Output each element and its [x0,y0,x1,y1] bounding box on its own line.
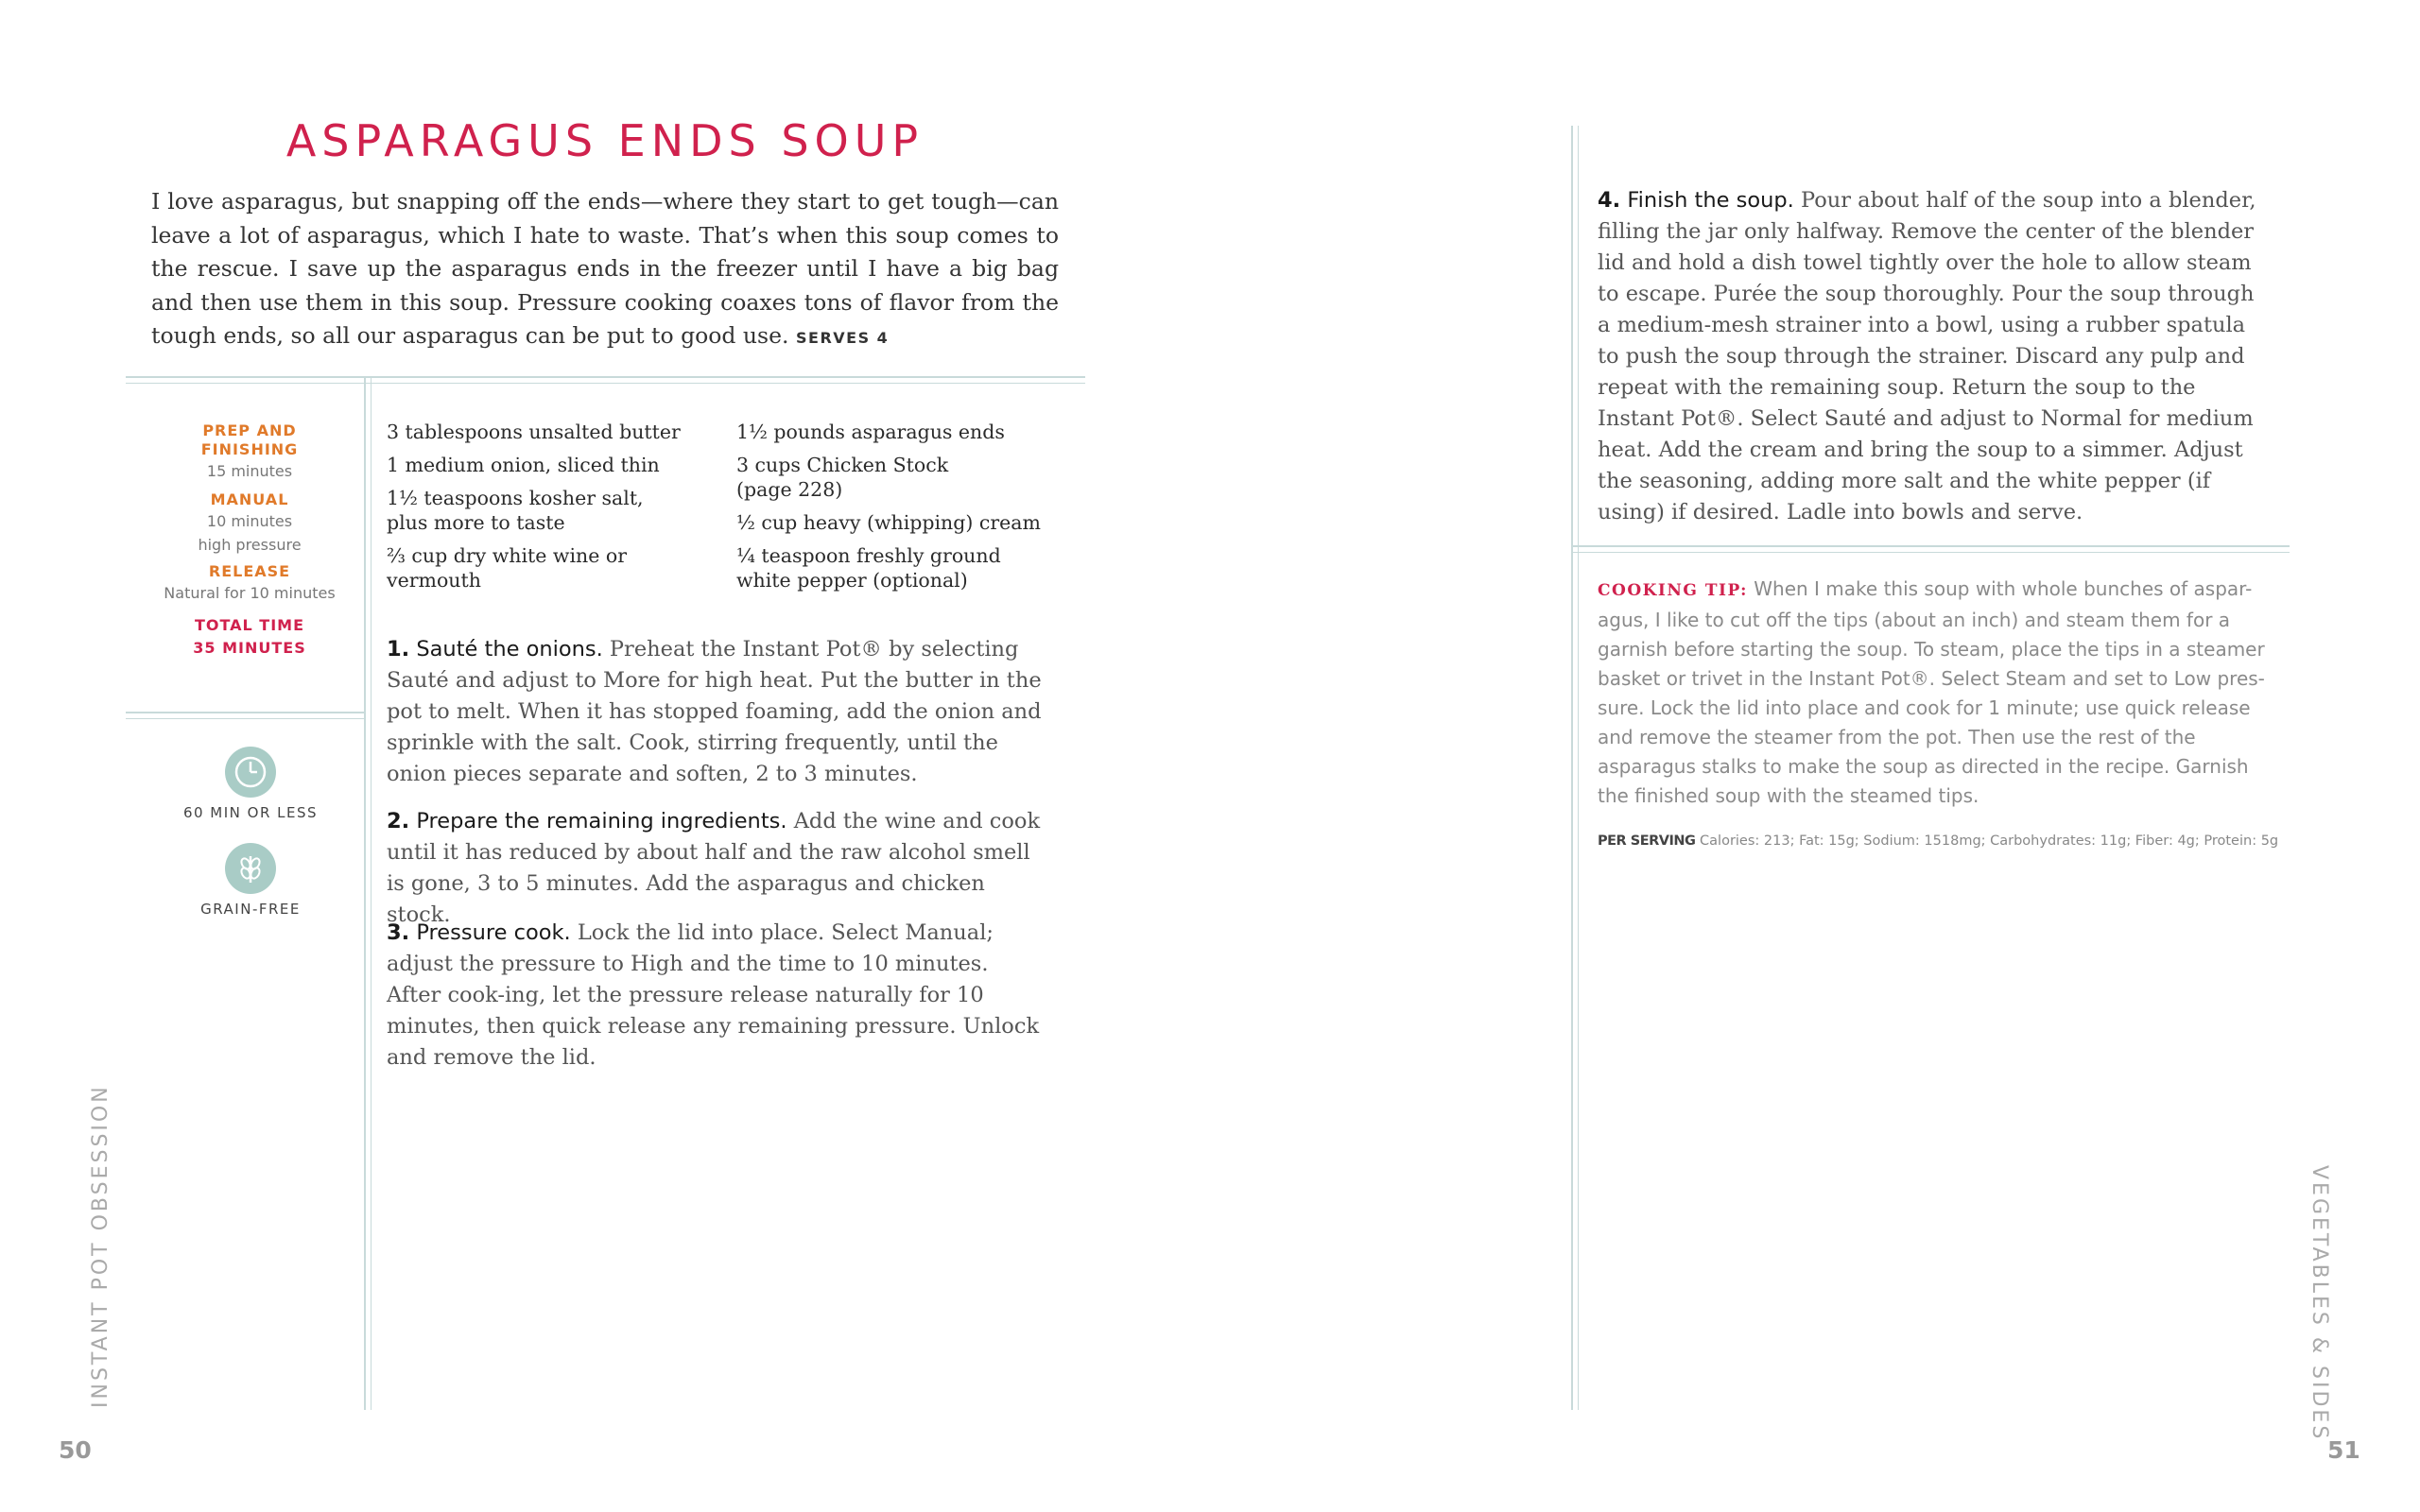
step-text: Preheat the Instant Pot® by selecting Sauté and adjust to More for high heat. Put the butter in the pot to melt. When it has stopped foaming, add the onion and sprinkle with the salt. Cook, stirring frequently, until the onion pieces separate and soften, 2 to 3 minutes. [387,637,1042,786]
total-time-label: TOTAL TIME [194,616,305,634]
nutrition-text: Calories: 213; Fat: 15g; Sodium: 1518mg; Carbohydrates: 11g; Fiber: 4g; Protein: 5g [1700,833,2279,849]
rule-top-2 [126,383,1085,384]
ingredient-item: ⅔ cup dry white wine or vermouth [387,544,628,592]
right-running-head: VEGETABLES & SIDES [2308,1165,2331,1442]
manual-label: MANUAL [210,490,289,508]
prep-value: 15 minutes [206,462,293,480]
ingredients-right [736,420,1058,601]
step-heading: Finish the soup. [1627,188,1794,213]
wheat-icon [225,843,276,894]
step-number: 2. [387,809,410,833]
ingredients-left [387,420,699,601]
ingredient-item: 3 cups Chicken Stock (page 228) [736,454,949,501]
cooking-tip-text: When I make this soup with whole bunches of aspar-agus, I like to cut off the tips (about an inch) and steam them for a garnish before starting the soup. To steam, place the tips in a steamer basket or trivet in the Instant Pot®. Select Steam and set to Low pres-sure. Lock the lid into place and cook for 1 minute; use quick release and remove the steamer from the pot. Then use the rest of the asparagus stalks to make the soup as directed in the recipe. Garnish the finished soup with the steamed tips. [1598,577,2265,807]
serves-label: SERVES 4 [795,329,890,347]
rule-top [126,376,1085,378]
step-2 [387,806,1048,931]
manual-pressure: high pressure [198,536,302,554]
release-value: Natural for 10 minutes [164,584,336,602]
rule-side [126,712,364,713]
times-panel [126,421,373,658]
ingredient-item: ¼ teaspoon freshly ground white pepper (optional) [736,544,1001,592]
step-1 [387,634,1058,790]
ingredient-item: ½ cup heavy (whipping) cream [736,511,1041,534]
badge-grain-free [225,843,276,894]
step-number: 3. [387,920,410,945]
nutrition-info [1598,833,2373,849]
badge-grain-free-label: GRAIN-FREE [200,901,301,918]
step-text: Pour about half of the soup into a blender, filling the jar only halfway. Remove the center of the blender lid and hold a dish towel tightly over the hole to allow steam to escape. Purée the soup thoroughly. Pour the soup through a medium-mesh strainer into a bowl, using a rubber spatula to push the soup through the strainer. Discard any pulp and repeat with the remaining soup. Return the soup to the Instant Pot®. Select Sauté and adjust to Normal for medium heat. Add the cream and bring the soup to a simmer. Adjust the seasoning, adding more salt and the white pepper (if using) if desired. Ladle into bowls and serve. [1598,188,2256,524]
step-heading: Prepare the remaining ingredients. [416,809,787,833]
total-time-value: 35 MINUTES [193,639,306,657]
cooking-tip [1598,575,2269,811]
step-4 [1598,185,2269,528]
recipe-title-text: ASPARAGUS ENDS SOUP [285,115,925,166]
recipe-title [151,115,1059,166]
badge-60-min [225,747,276,798]
step-heading: Sauté the onions. [416,637,603,662]
step-3 [387,918,1048,1074]
recipe-intro [151,185,1059,355]
rule-tip [1573,545,2290,547]
clock-icon [225,747,276,798]
right-page-number: 51 [2327,1436,2360,1464]
right-page-divider [1571,126,1573,1410]
step-text: Lock the lid into place. Select Manual; adjust the pressure to High and the time to 10 minutes. After cook-ing, let the pressure release naturally for 10 minutes, then quick release any remaining pressure. Unlock and remove the lid. [387,920,1040,1070]
step-text: Add the wine and cook until it has reduced by about half and the raw alcohol smell is gone, 3 to 5 minutes. Add the asparagus and chicken stock. [387,809,1041,927]
ingredient-item: 1½ pounds asparagus ends [736,421,1005,443]
ingredient-item: 1½ teaspoons kosher salt, plus more to taste [387,487,644,534]
left-page-number: 50 [59,1436,92,1464]
manual-value: 10 minutes [206,512,293,530]
intro-text: I love asparagus, but snapping off the ends—where they start to get tough—can leave a lot of asparagus, which I hate to waste. That’s when this soup comes to the rescue. I save up the asparagus ends in the freezer until I have a big bag and then use them in this soup. Pressure cooking coaxes tons of flavor from the tough ends, so all our asparagus can be put to good use. [151,188,1059,349]
badge-60-min-label: 60 MIN OR LESS [182,804,319,821]
rule-tip-2 [1573,552,2290,553]
rule-side-2 [126,718,364,719]
ingredient-item: 1 medium onion, sliced thin [387,454,660,476]
step-number: 1. [387,637,410,662]
cooking-tip-label: COOKING TIP: [1598,581,1748,600]
left-running-head: INSTANT POT OBSESSION [89,1084,112,1408]
release-label: RELEASE [208,562,291,580]
right-page-divider-2 [1578,126,1579,1410]
step-heading: Pressure cook. [416,920,571,945]
ingredient-item: 3 tablespoons unsalted butter [387,421,681,443]
prep-label: PREP AND FINISHING [200,421,299,458]
step-number: 4. [1598,188,1621,213]
nutrition-label: PER SERVING [1598,833,1696,849]
